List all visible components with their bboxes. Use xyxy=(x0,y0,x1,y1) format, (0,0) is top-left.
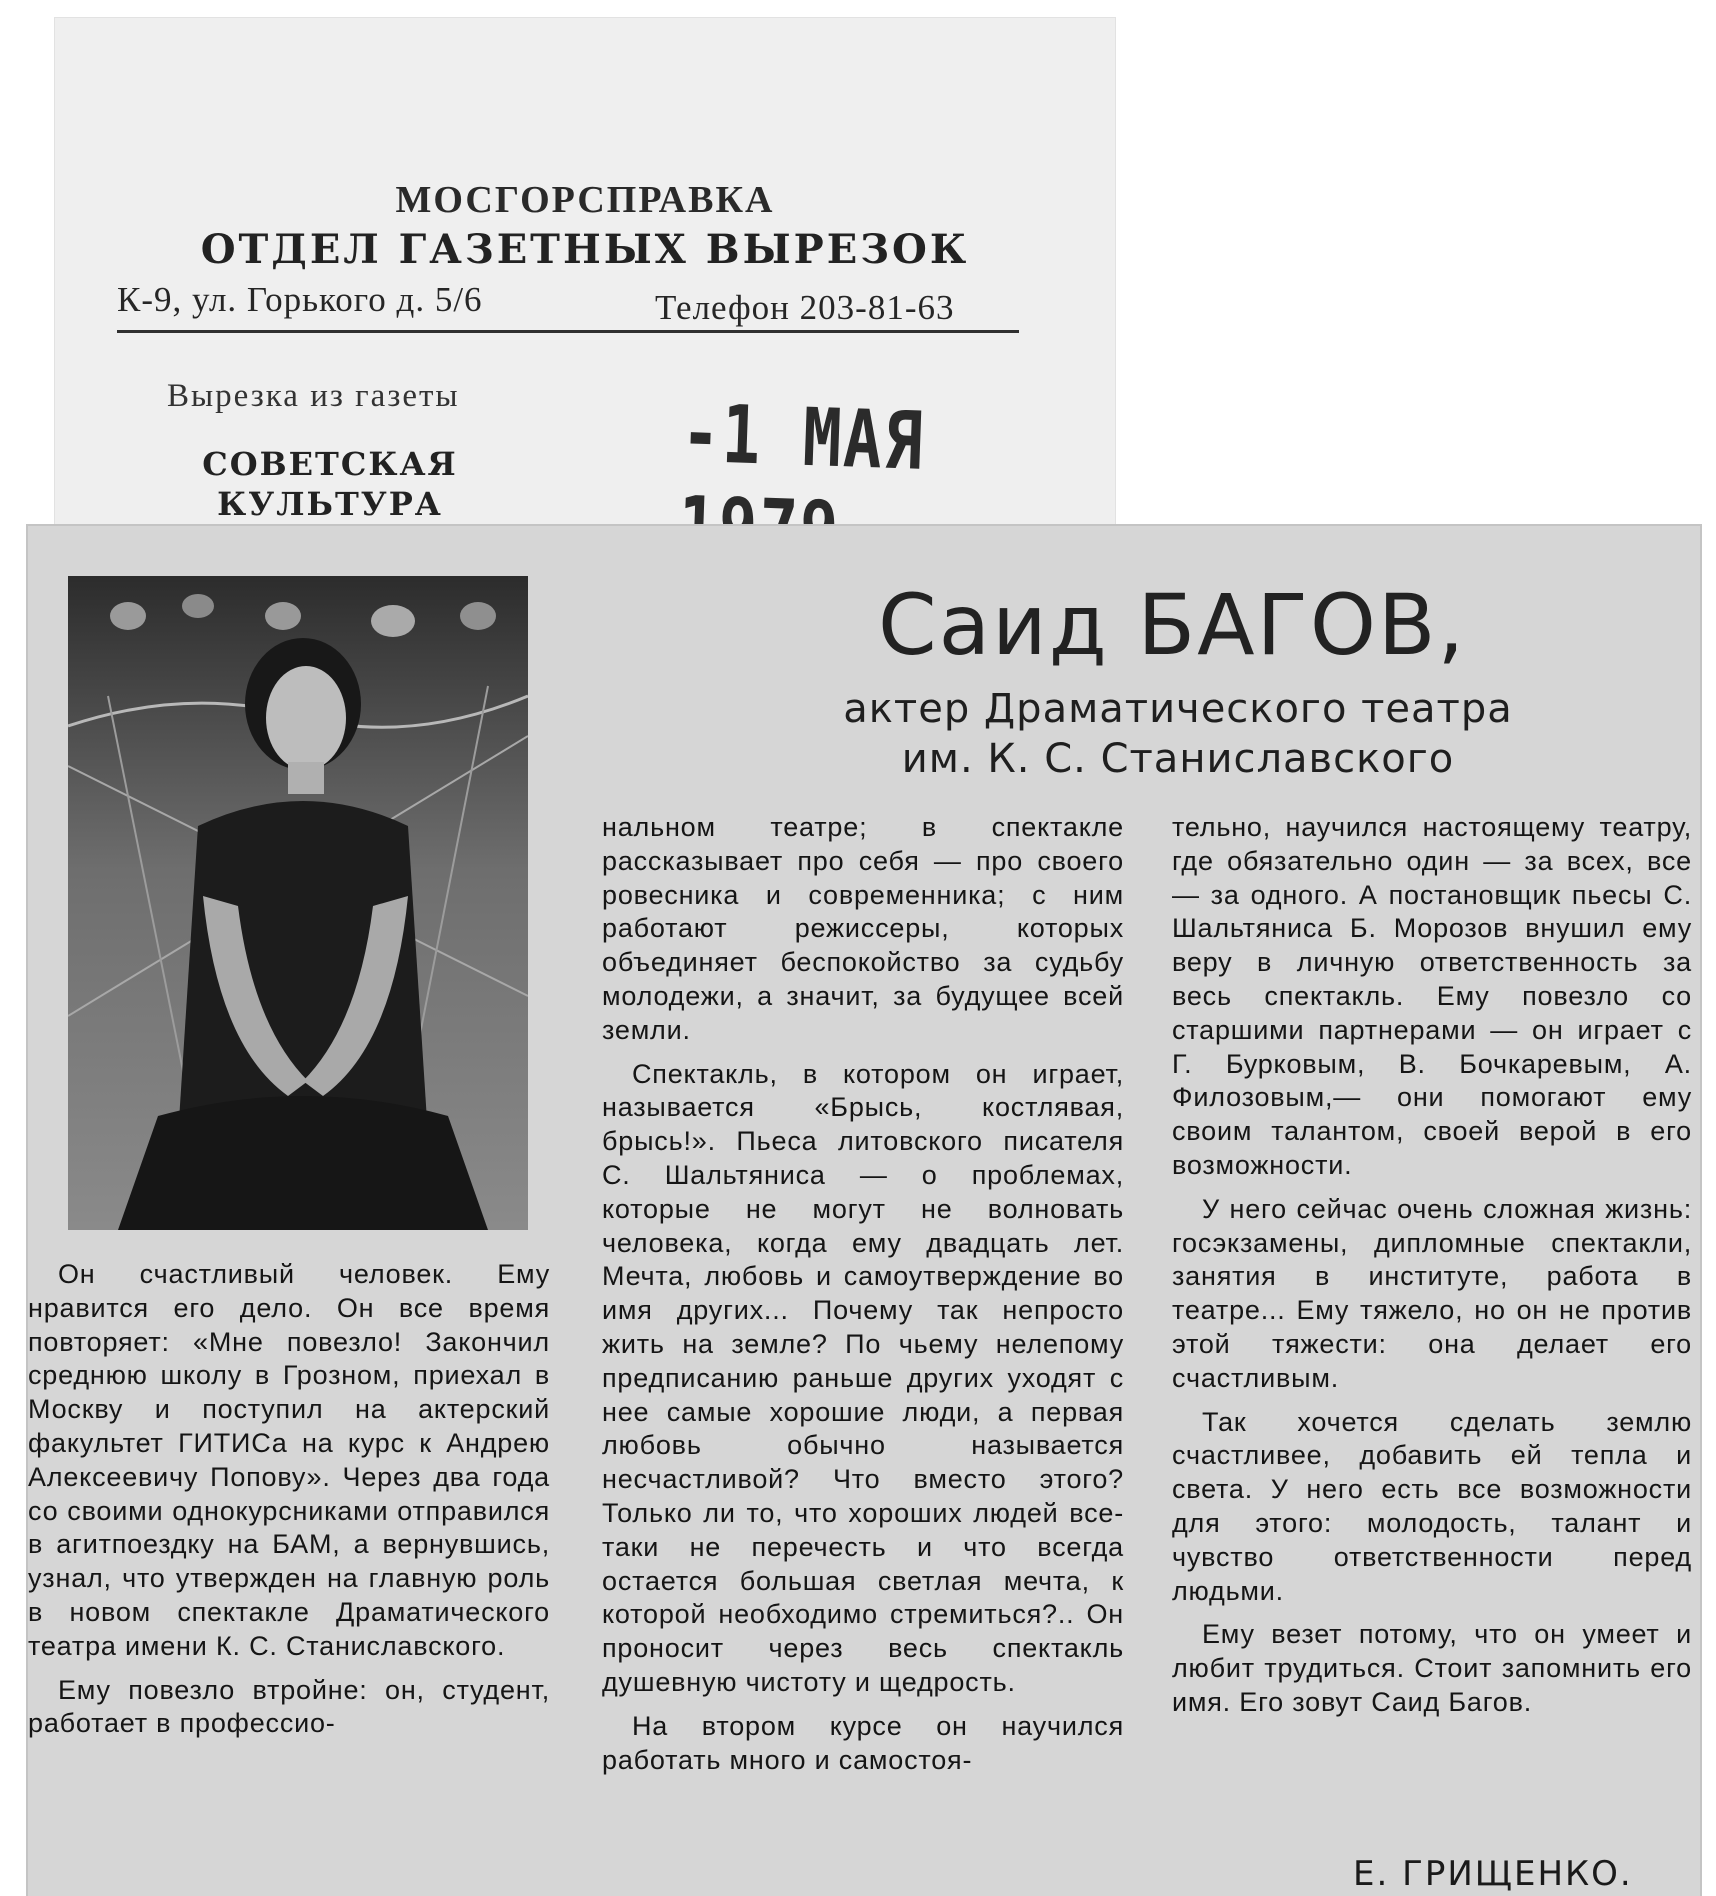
agency-phone: Телефон 203-81-63 xyxy=(655,288,955,327)
article-byline: Е. ГРИЩЕНКО. xyxy=(1353,1854,1633,1894)
slip-divider xyxy=(117,330,1019,333)
date-stamp: -1 МАЯ xyxy=(679,388,927,489)
article-subheadline xyxy=(728,684,1628,784)
article-column-middle xyxy=(602,811,1124,1777)
agency-address: К-9, ул. Горького д. 5/6 xyxy=(117,280,483,319)
subheadline-line1: актер Драматического театра xyxy=(843,686,1513,732)
paragraph: Ему повезло втройне: он, студент, работает в профессио- xyxy=(28,1674,550,1739)
article-column-left xyxy=(28,1258,550,1741)
article-headline: Саид БАГОВ, xyxy=(878,576,1467,674)
paragraph: На втором курсе он научился работать много и самостоя- xyxy=(602,1710,1124,1775)
paragraph: нальном театре; в спектакле рассказывает про себя — про своего ровесника и современника; с ним работают режиссеры, которых объединяет беспокойство за судьбу молодежи, а значит, за будущее всей земли. xyxy=(602,812,1124,1045)
subheadline-line2: им. К. С. Станиславского xyxy=(901,736,1455,782)
agency-name: МОСГОРСПРАВКА xyxy=(395,179,775,221)
paragraph: У него сейчас очень сложная жизнь: госэкзамены, дипломные спектакли, занятия в институте, работа в театре... Ему тяжело, но он не против этой тяжести: она делает его счастливым. xyxy=(1172,1193,1692,1393)
clip-label: Вырезка из газеты xyxy=(167,378,460,414)
paragraph: Так хочется сделать землю счастливее, добавить ей тепла и света. У него есть все возможности для этого: молодость, талант и чувство ответственности перед людьми. xyxy=(1172,1406,1692,1606)
portrait-photo xyxy=(68,576,528,1230)
article-column-right xyxy=(1172,811,1692,1720)
paragraph: Он счастливый человек. Ему нравится его дело. Он все время повторяет: «Мне повезло! Закончил среднюю школу в Грозном, приехал в Москву и поступил на актерский факультет ГИТИСа на курс к Андрею Алексеевичу Попову». Через два года со своими однокурсниками отправился в агитпоездку на БАМ, а вернувшись, узнал, что утвержден на главную роль в новом спектакле Драматического театра имени К. С. Станиславского. xyxy=(28,1259,550,1661)
agency-slip xyxy=(55,18,1115,538)
newspaper-name xyxy=(180,444,480,524)
newspaper-name-line2: КУЛЬТУРА xyxy=(217,485,443,523)
department-name: ОТДЕЛ ГАЗЕТНЫХ ВЫРЕЗОК xyxy=(200,226,970,273)
newspaper-clipping xyxy=(28,526,1700,1896)
paragraph: Спектакль, в котором он играет, называется «Брысь, костлявая, брысь!». Пьеса литовского писателя С. Шальтяниса — о проблемах, которые не могут не волновать человека, когда ему двадцать лет. Мечта, любовь и самоутверждение во имя других... Почему так непросто жить на земле? По чьему нелепому предписанию раньше других уходят с нее самые хорошие люди, а первая любовь обычно называется несчастливой? Что вместо этого? Только ли то, что хороших людей все-таки не перечесть и что всегда остается большая светлая мечта, к которой необходимо стремиться?.. Он проносит через весь спектакль душевную чистоту и щедрость. xyxy=(602,1058,1124,1697)
paragraph: Ему везет потому, что он умеет и любит трудиться. Стоит запомнить его имя. Его зовут Саид Багов. xyxy=(1172,1619,1692,1717)
newspaper-name-line1: СОВЕТСКАЯ xyxy=(202,445,458,483)
portrait-photo-image xyxy=(68,576,528,1230)
paragraph: тельно, научился настоящему театру, где обязательно один — за всех, все — за одного. А постановщик пьесы С. Шальтяниса Б. Морозов внушил ему веру в личную ответственность за весь спектакль. Ему повезло со старшими партнерами — он играет с Г. Бурковым, В. Бочкаревым, А. Филозовым,— они помогают ему своим талантом, своей верой в его возможности. xyxy=(1172,812,1692,1180)
